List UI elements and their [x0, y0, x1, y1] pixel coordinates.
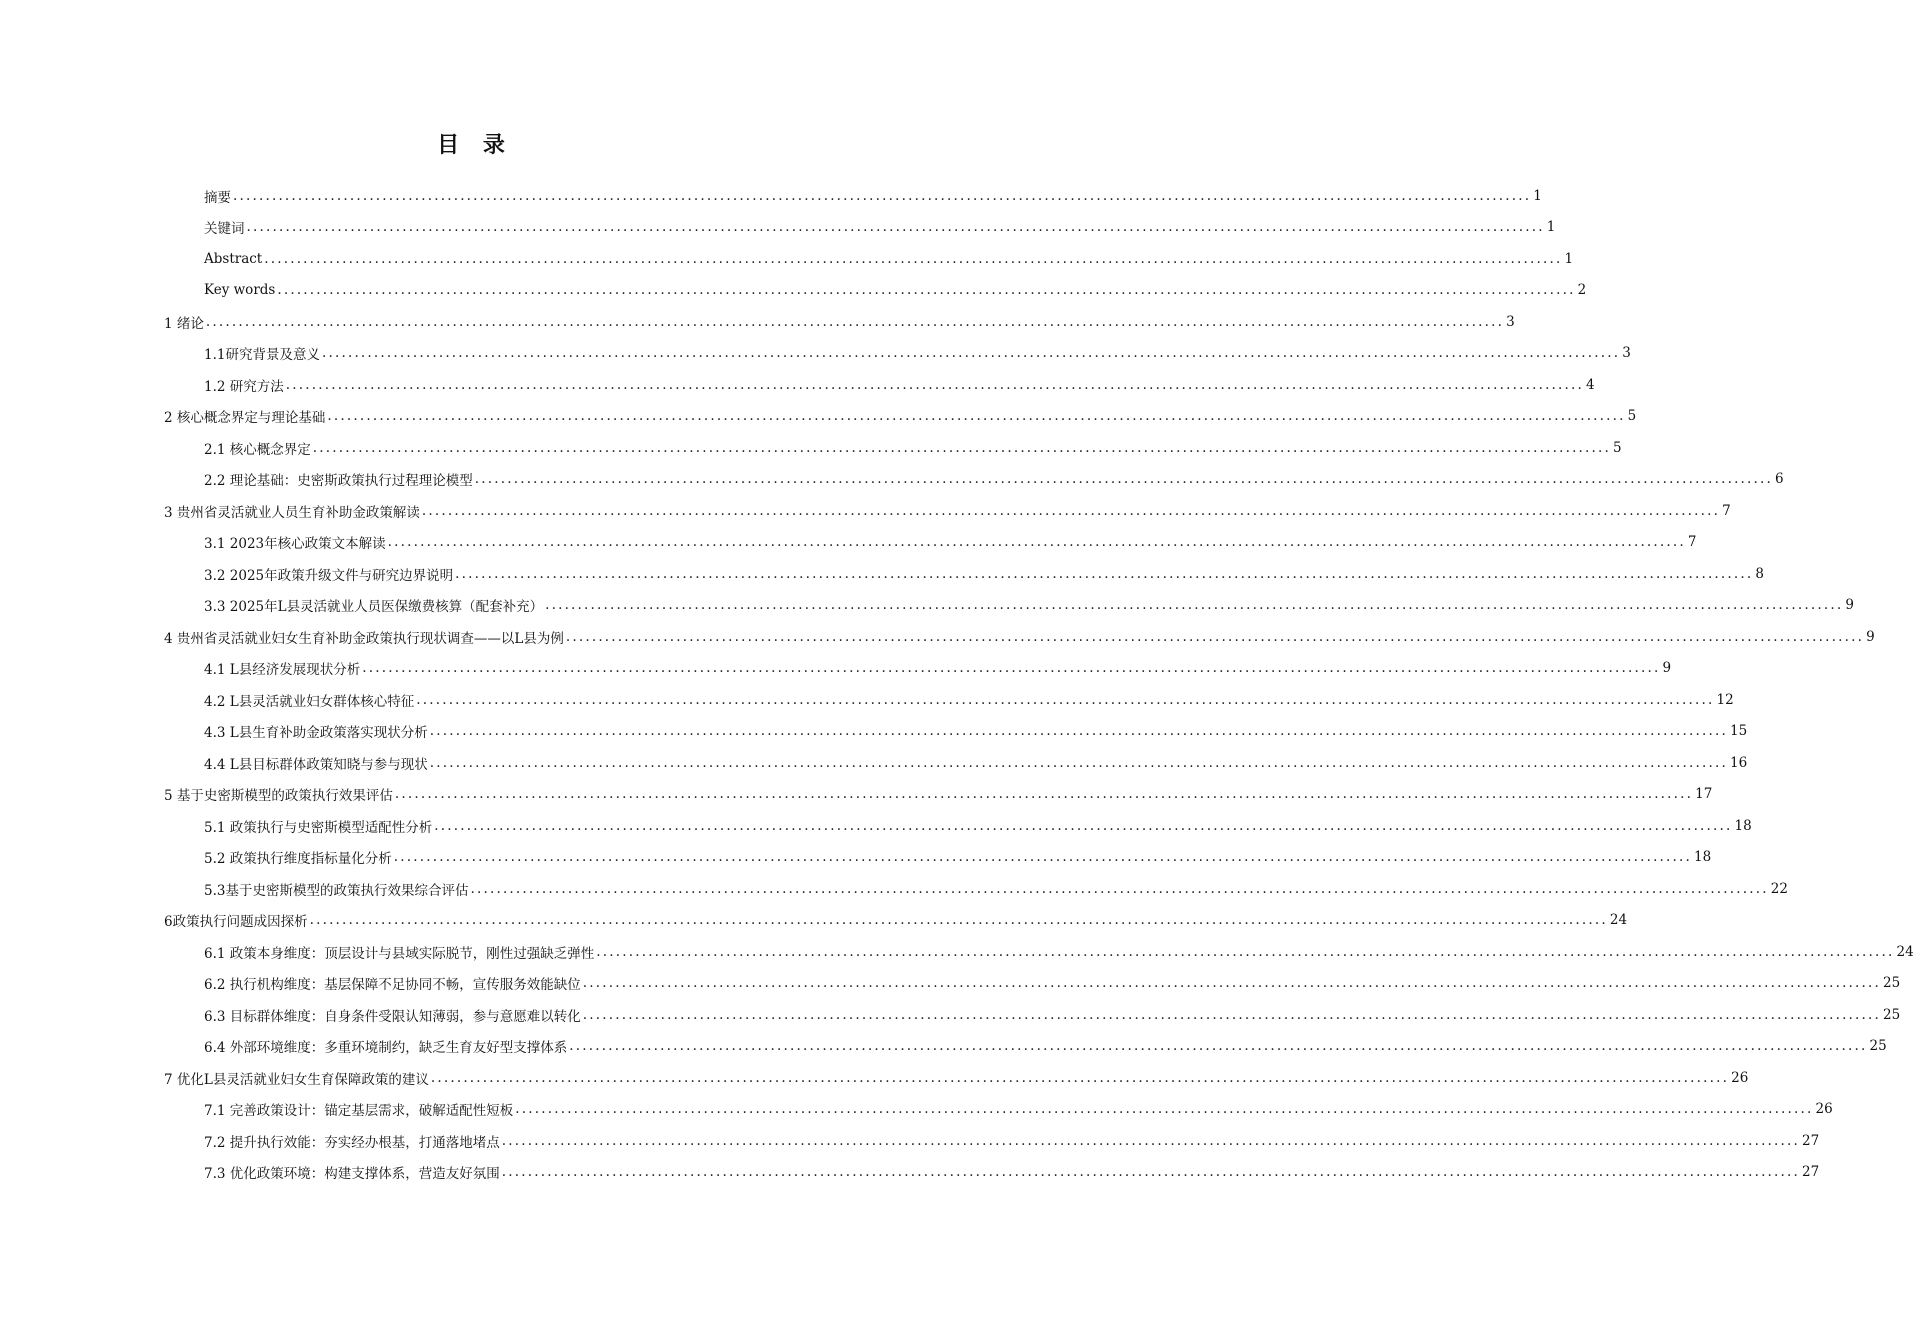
toc-entry-label: 3 贵州省灵活就业人员生育补助金政策解读	[164, 504, 420, 521]
toc-entry-label: 摘要	[204, 189, 231, 206]
toc-leader-dots: ........................................................................................................................................................................................................	[394, 786, 1694, 803]
toc-entry-page: 4	[1586, 376, 1595, 393]
toc-leader-dots: ........................................................................................................................................................................................................	[393, 849, 1693, 866]
toc-leader-dots: ........................................................................................................................................................................................................	[312, 439, 1612, 456]
toc-leader-dots: ........................................................................................................................................................................................................	[246, 219, 1545, 236]
toc-leader-dots: ........................................................................................................................................................................................................	[421, 502, 1721, 519]
toc-entry-label: 4.2 L县灵活就业妇女群体核心特征	[204, 693, 415, 710]
toc-entry-label: 关键词	[204, 221, 245, 238]
toc-entry-page: 22	[1770, 880, 1788, 897]
toc-leader-dots: ........................................................................................................................................................................................................	[362, 660, 1661, 677]
toc-entry-label: Abstract	[204, 250, 263, 267]
toc-leader-dots: ........................................................................................................................................................................................................	[565, 628, 1865, 645]
toc-entry[interactable]	[164, 306, 1515, 338]
toc-entry-label: 6政策执行问题成因探析	[164, 914, 308, 931]
toc-entry-label: 2.2 理论基础：史密斯政策执行过程理论模型	[204, 473, 473, 490]
toc-entry-page: 26	[1731, 1069, 1749, 1086]
toc-entry-label: Key words	[204, 282, 276, 299]
toc-entry[interactable]	[164, 1062, 1749, 1094]
toc-entry[interactable]	[204, 527, 1697, 559]
toc-entry[interactable]	[204, 369, 1595, 401]
toc-entry-label: 5.2 政策执行维度指标量化分析	[204, 851, 392, 868]
toc-entry[interactable]	[204, 936, 1914, 968]
toc-leader-dots: ........................................................................................................................................................................................................	[416, 691, 1715, 708]
toc-leader-dots: ........................................................................................................................................................................................................	[429, 754, 1728, 771]
toc-leader-dots: ........................................................................................................................................................................................................	[455, 565, 1754, 582]
toc-entry-label: 6.3 目标群体维度：自身条件受限认知薄弱，参与意愿难以转化	[204, 1008, 581, 1025]
toc-entry-page: 18	[1694, 849, 1712, 866]
toc-entry[interactable]	[204, 275, 1587, 307]
toc-leader-dots: ........................................................................................................................................................................................................	[582, 975, 1882, 992]
toc-entry[interactable]	[204, 1125, 1820, 1157]
toc-entry-page: 17	[1695, 786, 1713, 803]
toc-entry[interactable]	[204, 1157, 1820, 1189]
toc-entry-label: 6.2 执行机构维度：基层保障不足协同不畅，宣传服务效能缺位	[204, 977, 581, 994]
toc-entry[interactable]	[204, 212, 1556, 244]
toc-entry-label: 6.4 外部环境维度：多重环境制约，缺乏生育友好型支撑体系	[204, 1040, 568, 1057]
toc-leader-dots: ........................................................................................................................................................................................................	[501, 1132, 1801, 1149]
toc-entry-page: 15	[1730, 723, 1748, 740]
toc-leader-dots: ........................................................................................................................................................................................................	[387, 534, 1686, 551]
toc-entry-page: 1	[1546, 219, 1556, 236]
toc-leader-dots: ........................................................................................................................................................................................................	[515, 1101, 1814, 1118]
toc-leader-dots: ........................................................................................................................................................................................................	[309, 912, 1608, 929]
toc-entry-page: 6	[1775, 471, 1784, 488]
toc-entry-page: 1	[1564, 250, 1574, 267]
toc-entry-page: 27	[1802, 1164, 1820, 1181]
toc-entry-page: 16	[1730, 754, 1748, 771]
toc-entry[interactable]	[204, 558, 1764, 590]
toc-entry-page: 5	[1613, 439, 1622, 456]
toc-list	[0, 180, 1914, 1188]
toc-entry-page: 7	[1722, 502, 1731, 519]
toc-entry-label: 4 贵州省灵活就业妇女生育补助金政策执行现状调查——以L县为例	[164, 630, 564, 647]
toc-entry-label: 5.1 政策执行与史密斯模型适配性分析	[204, 819, 433, 836]
toc-entry[interactable]	[204, 464, 1784, 496]
toc-entry-label: 6.1 政策本身维度：顶层设计与县域实际脱节，刚性过强缺乏弹性	[204, 945, 595, 962]
toc-leader-dots: ........................................................................................................................................................................................................	[429, 723, 1728, 740]
toc-title: 目 录	[437, 133, 513, 158]
toc-entry[interactable]	[204, 1031, 1887, 1063]
toc-leader-dots: ........................................................................................................................................................................................................	[501, 1164, 1801, 1181]
toc-entry[interactable]	[204, 1094, 1833, 1126]
toc-leader-dots: ........................................................................................................................................................................................................	[205, 313, 1505, 330]
toc-leader-dots: ........................................................................................................................................................................................................	[321, 345, 1621, 362]
toc-entry[interactable]	[204, 432, 1622, 464]
toc-leader-dots: ........................................................................................................................................................................................................	[582, 1006, 1882, 1023]
toc-entry-label: 4.3 L县生育补助金政策落实现状分析	[204, 725, 428, 742]
toc-entry-page: 18	[1734, 817, 1752, 834]
toc-leader-dots: ........................................................................................................................................................................................................	[264, 250, 1563, 267]
toc-entry-page: 12	[1716, 691, 1734, 708]
toc-entry-label: 3.1 2023年核心政策文本解读	[204, 536, 386, 553]
toc-leader-dots: ........................................................................................................................................................................................................	[470, 880, 1769, 897]
toc-entry-page: 25	[1883, 1006, 1901, 1023]
toc-entry-page: 9	[1866, 628, 1875, 645]
toc-entry-page: 3	[1506, 313, 1515, 330]
toc-entry-label: 4.1 L县经济发展现状分析	[204, 662, 361, 679]
toc-entry-page: 5	[1627, 408, 1637, 425]
toc-entry[interactable]	[204, 243, 1574, 275]
toc-entry[interactable]	[204, 684, 1734, 716]
toc-entry-label: 7.1 完善政策设计：锚定基层需求，破解适配性短板	[204, 1103, 514, 1120]
toc-entry[interactable]	[164, 905, 1628, 937]
toc-entry[interactable]	[204, 653, 1672, 685]
toc-entry-label: 1 绪论	[164, 315, 204, 332]
toc-entry-page: 2	[1577, 282, 1587, 299]
toc-entry[interactable]	[204, 810, 1752, 842]
toc-entry-label: 7.3 优化政策环境：构建支撑体系，营造友好氛围	[204, 1166, 500, 1183]
toc-entry-page: 3	[1622, 345, 1631, 362]
toc-entry[interactable]	[204, 873, 1788, 905]
toc-leader-dots: ........................................................................................................................................................................................................	[327, 408, 1626, 425]
toc-leader-dots: ........................................................................................................................................................................................................	[285, 376, 1585, 393]
toc-entry-label: 7 优化L县灵活就业妇女生育保障政策的建议	[164, 1071, 429, 1088]
toc-leader-dots: ........................................................................................................................................................................................................	[434, 817, 1733, 834]
toc-entry-label: 3.3 2025年L县灵活就业人员医保缴费核算（配套补充）	[204, 599, 544, 616]
toc-leader-dots: ........................................................................................................................................................................................................	[474, 471, 1774, 488]
toc-entry-page: 8	[1755, 565, 1764, 582]
toc-entry-page: 7	[1687, 534, 1697, 551]
toc-leader-dots: ........................................................................................................................................................................................................	[596, 943, 1895, 960]
toc-entry[interactable]	[164, 779, 1713, 811]
toc-entry-page: 25	[1869, 1038, 1887, 1055]
toc-entry-label: 5.3基于史密斯模型的政策执行效果综合评估	[204, 882, 469, 899]
toc-entry[interactable]	[204, 590, 1854, 622]
toc-entry-label: 1.1研究背景及意义	[204, 347, 320, 364]
toc-entry[interactable]	[204, 747, 1748, 779]
toc-entry-label: 4.4 L县目标群体政策知晓与参与现状	[204, 756, 428, 773]
toc-entry-label: 1.2 研究方法	[204, 378, 284, 395]
toc-leader-dots: ........................................................................................................................................................................................................	[545, 597, 1844, 614]
toc-entry-page: 25	[1883, 975, 1901, 992]
toc-entry-page: 9	[1662, 660, 1672, 677]
toc-entry-page: 26	[1815, 1101, 1833, 1118]
toc-entry-page: 24	[1896, 943, 1914, 960]
toc-entry[interactable]	[204, 968, 1901, 1000]
toc-entry-label: 7.2 提升执行效能：夯实经办根基，打通落地堵点	[204, 1134, 500, 1151]
toc-entry-page: 1	[1533, 187, 1542, 204]
toc-entry[interactable]	[164, 495, 1731, 527]
toc-leader-dots: ........................................................................................................................................................................................................	[569, 1038, 1868, 1055]
toc-entry[interactable]	[204, 716, 1748, 748]
toc-entry[interactable]	[204, 842, 1712, 874]
toc-entry-label: 2.1 核心概念界定	[204, 441, 311, 458]
toc-entry-label: 3.2 2025年政策升级文件与研究边界说明	[204, 567, 454, 584]
toc-entry-page: 27	[1802, 1132, 1820, 1149]
toc-leader-dots: ........................................................................................................................................................................................................	[430, 1069, 1730, 1086]
toc-entry-label: 2 核心概念界定与理论基础	[164, 410, 326, 427]
toc-entry-label: 5 基于史密斯模型的政策执行效果评估	[164, 788, 393, 805]
toc-entry[interactable]	[204, 338, 1631, 370]
toc-entry[interactable]	[204, 999, 1901, 1031]
toc-entry-page: 24	[1609, 912, 1628, 929]
toc-entry[interactable]	[164, 401, 1637, 433]
toc-entry[interactable]	[164, 621, 1875, 653]
toc-entry[interactable]	[204, 180, 1542, 212]
toc-leader-dots: ........................................................................................................................................................................................................	[233, 187, 1532, 204]
toc-leader-dots: ........................................................................................................................................................................................................	[277, 282, 1576, 299]
toc-entry-page: 9	[1845, 597, 1854, 614]
